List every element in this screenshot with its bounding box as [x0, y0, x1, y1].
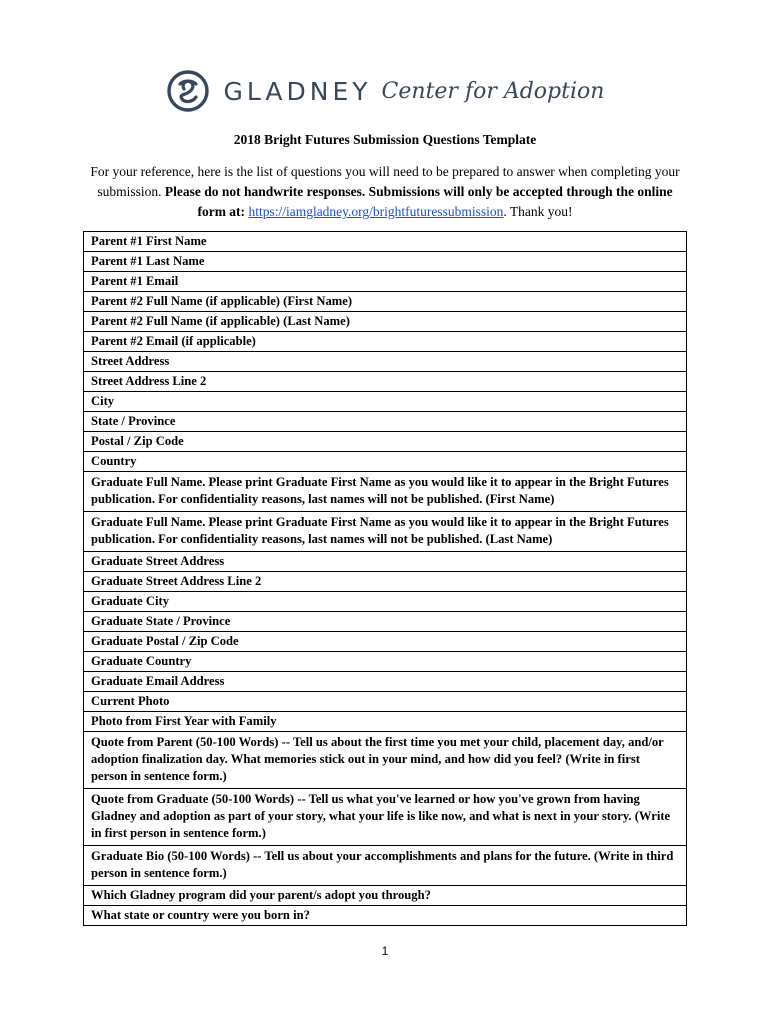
question-row	[84, 252, 687, 272]
question-row	[84, 232, 687, 252]
question-row	[84, 652, 687, 672]
gladney-logo	[166, 69, 605, 113]
question-row	[84, 392, 687, 412]
logo-brand-text: GLADNEY	[223, 76, 372, 106]
question-label: Postal / Zip Code	[84, 432, 687, 452]
header	[0, 66, 770, 116]
question-label: Graduate Street Address Line 2	[84, 572, 687, 592]
question-label: Which Gladney program did your parent/s adopt you through?	[84, 886, 687, 906]
document-title: 2018 Bright Futures Submission Questions Template	[233, 132, 537, 147]
question-row	[84, 906, 687, 926]
question-label: Parent #2 Full Name (if applicable) (First Name)	[84, 292, 687, 312]
question-label: Graduate Full Name. Please print Graduate First Name as you would like it to appear in the Bright Futures publication. For confidentiality reasons, last names will not be published. (Last Name)	[84, 512, 687, 552]
question-row	[84, 732, 687, 789]
question-label: What state or country were you born in?	[84, 906, 687, 926]
question-row	[84, 846, 687, 886]
question-row	[84, 572, 687, 592]
question-row	[84, 472, 687, 512]
question-label: Country	[84, 452, 687, 472]
question-label: Parent #2 Email (if applicable)	[84, 332, 687, 352]
question-row	[84, 452, 687, 472]
question-label: State / Province	[84, 412, 687, 432]
intro-bold-text: Please do not handwrite responses. Submissions will only be accepted through the online form at:	[164, 184, 673, 219]
question-row	[84, 332, 687, 352]
question-row	[84, 886, 687, 906]
question-row	[84, 272, 687, 292]
question-label: Street Address	[84, 352, 687, 372]
question-label: Graduate City	[84, 592, 687, 612]
question-row	[84, 592, 687, 612]
question-label: Graduate Country	[84, 652, 687, 672]
question-label: Street Address Line 2	[84, 372, 687, 392]
question-label: Quote from Parent (50-100 Words) -- Tell us about the first time you met your child, placement day, and/or adoption finalization day. What memories stick out in your mind, and how did you feel? (Write in first person in sentence form.)	[84, 732, 687, 789]
question-row	[84, 352, 687, 372]
submission-form-link[interactable]: https://iamgladney.org/brightfuturessubmission	[248, 204, 504, 219]
question-label: Quote from Graduate (50-100 Words) -- Tell us what you've learned or how you've grown from having Gladney and adoption as part of your story, what your life is like now, and what is next in your story. (Write in first person in sentence form.)	[84, 789, 687, 846]
page-number: 1	[381, 944, 389, 958]
question-row	[84, 312, 687, 332]
question-row	[84, 789, 687, 846]
logo-tagline-text: Center for Adoption	[381, 78, 605, 104]
question-label: Parent #1 Last Name	[84, 252, 687, 272]
question-label: Parent #2 Full Name (if applicable) (Last Name)	[84, 312, 687, 332]
question-row	[84, 672, 687, 692]
question-row	[84, 692, 687, 712]
question-label: Graduate Full Name. Please print Graduate First Name as you would like it to appear in the Bright Futures publication. For confidentiality reasons, last names will not be published. (First Name)	[84, 472, 687, 512]
question-label: Current Photo	[84, 692, 687, 712]
question-label: Graduate State / Province	[84, 612, 687, 632]
intro-end-text: . Thank you!	[503, 204, 573, 219]
questions-table	[83, 231, 687, 926]
question-label: Photo from First Year with Family	[84, 712, 687, 732]
question-row	[84, 372, 687, 392]
question-label: Graduate Street Address	[84, 552, 687, 572]
question-label: Graduate Postal / Zip Code	[84, 632, 687, 652]
question-label: Parent #1 First Name	[84, 232, 687, 252]
question-row	[84, 512, 687, 552]
question-row	[84, 292, 687, 312]
intro-paragraph	[88, 162, 682, 222]
question-row	[84, 412, 687, 432]
question-row	[84, 552, 687, 572]
question-row	[84, 432, 687, 452]
question-label: City	[84, 392, 687, 412]
question-label: Graduate Bio (50-100 Words) -- Tell us about your accomplishments and plans for the future. (Write in third person in sentence form.)	[84, 846, 687, 886]
question-label: Parent #1 Email	[84, 272, 687, 292]
question-row	[84, 632, 687, 652]
question-row	[84, 712, 687, 732]
intro-text: For your reference, here is the list of questions you will need to be prepared to answer when completing your submission.	[90, 164, 680, 199]
question-row	[84, 612, 687, 632]
gladney-knot-logo-icon	[166, 69, 210, 113]
question-label: Graduate Email Address	[84, 672, 687, 692]
